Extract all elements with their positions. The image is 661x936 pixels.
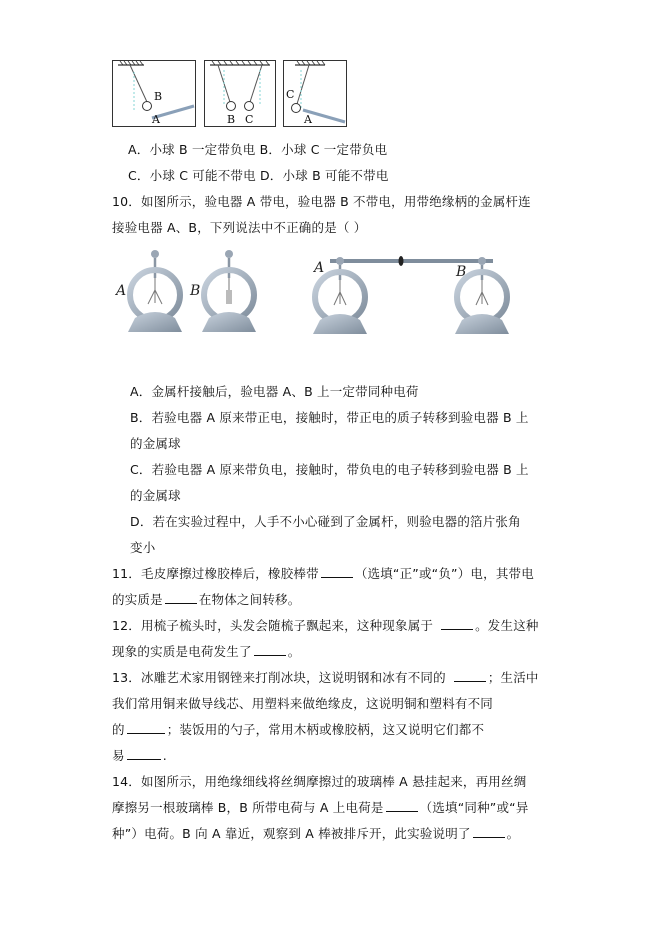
q12-text-1a: 12．用梳子梳头时，头发会随梳子飘起来，这种现象属于	[112, 618, 434, 633]
q13-line3	[112, 721, 484, 739]
q12-text-1b: 。发生这种	[475, 618, 539, 633]
q13-line1	[112, 669, 539, 687]
q13-blank-3[interactable]	[127, 747, 161, 760]
q11-line1	[112, 565, 534, 583]
q9-options-row1: A．小球 B 一定带负电 B．小球 C 一定带负电	[128, 142, 388, 157]
q9-fig1-label-b: B	[154, 90, 163, 103]
q14-line2	[112, 799, 529, 817]
electroscope-left-b	[202, 250, 256, 332]
q10-option-d-line2: 变小	[130, 540, 156, 555]
q12-line2	[112, 643, 300, 661]
q9-figure-3	[283, 60, 349, 128]
q10-option-b-line2: 的金属球	[130, 436, 181, 451]
q9-fig1-label-a: A	[152, 113, 160, 126]
q10-label-right-a: A	[314, 260, 325, 276]
q9-figure-2	[204, 60, 278, 128]
q14-line1: 14．如图所示，用绝缘细线将丝绸摩擦过的玻璃棒 A 悬挂起来，再用丝绸	[112, 774, 527, 789]
q11-line2	[112, 591, 300, 609]
q13-line4	[112, 747, 167, 765]
q10-label-left-a: A	[116, 283, 127, 299]
q10-option-c-line1: C．若验电器 A 原来带负电，接触时，带负电的电子转移到验电器 B 上	[130, 462, 529, 477]
q11-blank-2[interactable]	[165, 591, 197, 604]
q13-blank-1[interactable]	[454, 669, 486, 682]
q10-option-c-line2: 的金属球	[130, 488, 181, 503]
electroscope-left-a	[128, 250, 182, 332]
q13-text-1b: ；生活中	[487, 670, 539, 685]
q13-text-4a: 易	[112, 748, 125, 763]
q10-stem-line1: 10．如图所示，验电器 A 带电，验电器 B 不带电，用带绝缘柄的金属杆连	[112, 194, 531, 209]
q13-line2: 我们常用铜来做导线芯、用塑料来做绝缘皮，这说明铜和塑料有不同	[112, 696, 494, 711]
q14-blank-2[interactable]	[473, 825, 505, 838]
q10-figure-electroscopes	[110, 248, 510, 340]
q13-text-3a: 的	[112, 722, 125, 737]
q12-text-2a: 现象的实质是电荷发生了	[112, 644, 252, 659]
q14-blank-1[interactable]	[386, 799, 418, 812]
q14-text-2b: （选填“同种”或“异	[419, 800, 529, 815]
q14-text-3a: 种”）电荷。B 向 A 靠近，观察到 A 棒被排斥开，此实验说明了	[112, 826, 471, 841]
q13-text-3b: ；装饭用的勺子，常用木柄或橡胶柄，这又说明它们都不	[166, 722, 485, 737]
q13-text-1a: 13．冰雕艺术家用钢锉来打削冰块，这说明钢和冰有不同的	[112, 670, 446, 685]
q13-text-4b: .	[162, 748, 167, 763]
q10-stem-line2: 接验电器 A、B，下列说法中不正确的是（ ）	[112, 220, 367, 235]
q11-text-1b: （选填“正”或“负”）电，其带电	[354, 566, 534, 581]
q9-fig2-label-c: C	[245, 113, 254, 126]
q11-text-2a: 的实质是	[112, 592, 163, 607]
q10-option-d-line1: D．若在实验过程中，人手不小心碰到了金属杆，则验电器的箔片张角	[130, 514, 521, 529]
q14-text-3b: 。	[506, 826, 520, 841]
q11-blank-1[interactable]	[321, 565, 353, 578]
q12-blank-1[interactable]	[441, 617, 473, 630]
q11-text-1a: 11．毛皮摩擦过橡胶棒后，橡胶棒带	[112, 566, 319, 581]
q11-text-2b: 在物体之间转移。	[198, 592, 301, 607]
q10-option-a: A．金属杆接触后，验电器 A、B 上一定带同种电荷	[130, 384, 419, 399]
q9-figure-1	[112, 60, 198, 128]
q14-line3	[112, 825, 519, 843]
q12-text-2b: 。	[287, 644, 301, 659]
q9-options-row2: C．小球 C 可能不带电 D．小球 B 可能不带电	[128, 168, 389, 183]
q10-label-right-b: B	[456, 264, 467, 280]
q14-text-2a: 摩擦另一根玻璃棒 B，B 所带电荷与 A 上电荷是	[112, 800, 384, 815]
q13-blank-2[interactable]	[127, 721, 165, 734]
q12-line1	[112, 617, 539, 635]
q9-fig3-label-a: A	[304, 113, 312, 126]
q10-label-left-b: B	[190, 283, 201, 299]
q9-fig2-label-b: B	[227, 113, 236, 126]
q12-blank-2[interactable]	[254, 643, 286, 656]
q10-option-b-line1: B．若验电器 A 原来带正电，接触时，带正电的质子转移到验电器 B 上	[130, 410, 529, 425]
q9-fig3-label-c: C	[286, 88, 295, 101]
